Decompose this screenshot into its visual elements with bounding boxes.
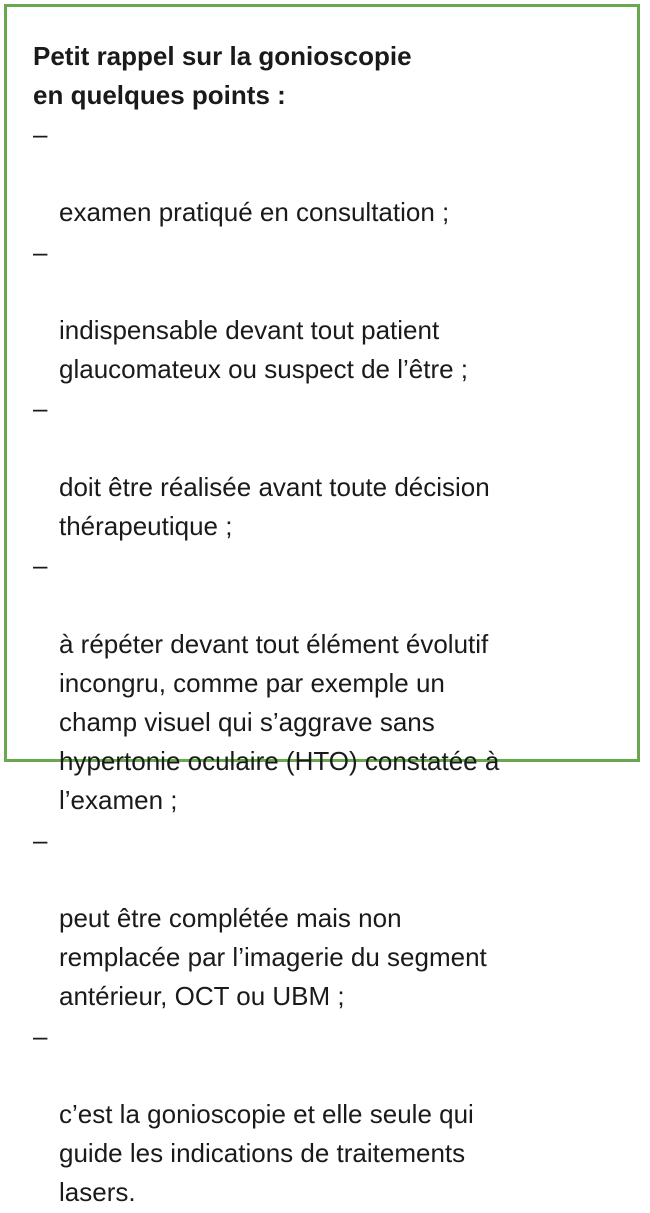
dash-bullet: – [33,393,48,424]
list-item-text: c’est la gonioscopie et elle seule qui guide les indications de traitements lasers. [59,1099,474,1208]
info-box [4,4,640,1208]
list-item-text: doit être réalisée avant toute décision thérapeutique ; [59,471,490,542]
dash-bullet: – [33,236,48,267]
dash-bullet: – [33,1020,48,1051]
list-item [33,821,629,1017]
list-item-text: peut être complétée mais non remplacée par l’imagerie du segment antérieur, OCT ou UBM ; [59,903,487,1012]
point-list [33,115,629,1213]
dash-bullet: – [33,119,48,149]
box-title: Petit rappel sur la gonioscopie en quelques points : [33,41,412,110]
list-item-text: examen pratiqué en consultation ; [59,197,450,228]
list-item [33,115,629,233]
list-item-text: indispensable devant tout patient glaucomateux ou suspect de l’être ; [59,315,469,385]
dash-bullet: – [33,824,48,855]
list-item-text: à répéter devant tout élément évolutif incongru, comme par exemple un champ visuel qui s’aggrave sans hypertonie oculaire (HTO) constatée à l’examen ; [59,628,500,816]
info-box-content [33,37,629,1213]
list-item [33,1017,629,1213]
list-item [33,233,629,390]
list-item [33,389,629,546]
dash-bullet: – [33,550,48,581]
list-item [33,546,629,820]
